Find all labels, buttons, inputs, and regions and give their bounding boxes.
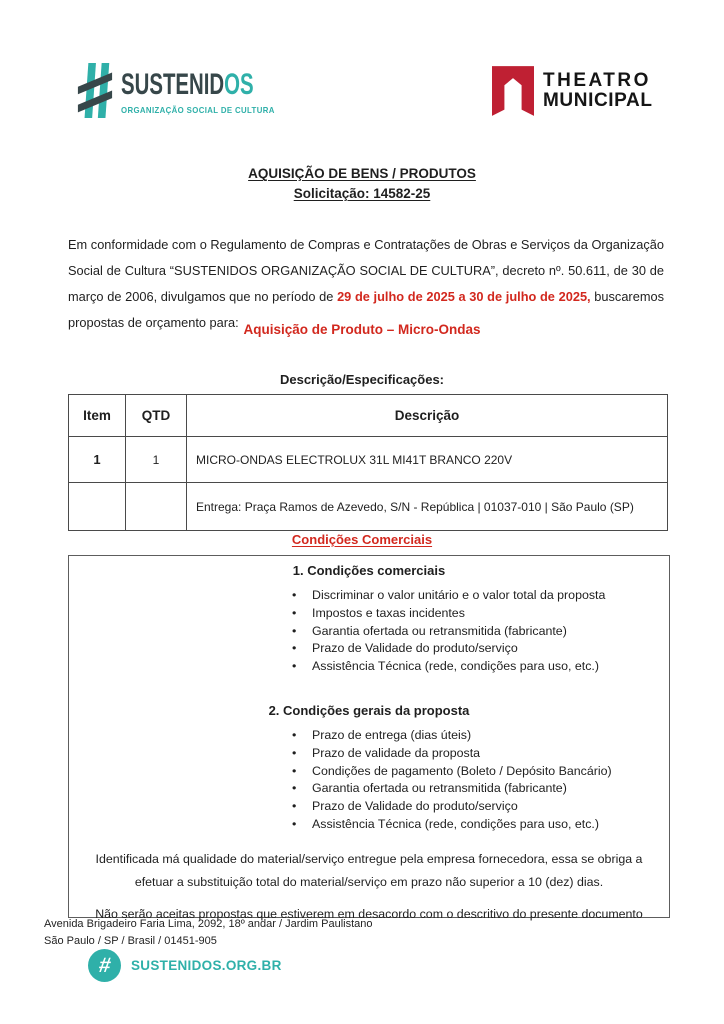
rejection-note: Não serão aceitas propostas que estiverem em desacordo com o descritivo do presente documento bbox=[95, 906, 643, 921]
intro-paragraph bbox=[68, 232, 664, 336]
footer-address-line2: São Paulo / SP / Brasil / 01451-905 bbox=[44, 934, 217, 947]
list-item: • Prazo de Validade do produto/serviço bbox=[287, 640, 669, 658]
list-item: • Prazo de Validade do produto/serviço bbox=[287, 798, 669, 816]
intro-text-part1: Em conformidade com o Regulamento de Compras e Contratações de Obras e Serviços da Organização Social de Cultura “SUSTENIDOS ORGANIZAÇÃO SOCIAL DE CULTURA”, decreto nº. 50.611, de 30 de março de 2006, divulgamos que no período de bbox=[68, 236, 664, 304]
sustenidos-logo bbox=[76, 59, 316, 122]
cell-descricao: MICRO-ONDAS ELECTROLUX 31L MI41T BRANCO 220V bbox=[187, 437, 668, 483]
spec-table bbox=[68, 394, 668, 531]
conditions-heading: Condições Comerciais bbox=[291, 532, 433, 547]
sustenidos-logo-text bbox=[121, 59, 316, 115]
list-item: • Garantia ofertada ou retransmitida (fabricante) bbox=[287, 623, 669, 641]
sustenidos-logo-name bbox=[121, 70, 254, 100]
list-item: • Prazo de validade da proposta bbox=[287, 745, 669, 763]
theatro-logo-text bbox=[543, 71, 653, 111]
cell-item bbox=[69, 483, 126, 531]
list-item: • Garantia ofertada ou retransmitida (fabricante) bbox=[287, 780, 669, 798]
spec-heading: Descrição/Especificações: bbox=[279, 372, 445, 387]
sustenidos-name-teal: OS bbox=[224, 68, 254, 101]
conditions-box bbox=[68, 555, 670, 921]
sustenidos-hash-icon bbox=[76, 59, 114, 122]
table-row bbox=[69, 483, 668, 531]
conditions-section1-list bbox=[287, 587, 669, 676]
sustenidos-logo-tagline: ORGANIZAÇÃO SOCIAL DE CULTURA bbox=[121, 105, 275, 115]
intro-date-range: 29 de julho de 2025 a 30 de julho de 2025, bbox=[337, 288, 591, 304]
table-row bbox=[69, 437, 668, 483]
footer-address-line1: Avenida Brigadeiro Faria Lima, 2092, 18º andar / Jardim Paulistano bbox=[44, 918, 373, 930]
cell-descricao: Entrega: Praça Ramos de Azevedo, S/N - República | 01037-010 | São Paulo (SP) bbox=[187, 483, 668, 531]
list-item: • Discriminar o valor unitário e o valor total da proposta bbox=[287, 587, 669, 605]
product-heading: Aquisição de Produto – Micro-Ondas bbox=[243, 322, 481, 337]
list-item: • Impostos e taxas incidentes bbox=[287, 605, 669, 623]
document-title-line2: Solicitação: 14582-25 bbox=[293, 186, 431, 201]
cell-qtd bbox=[126, 483, 187, 531]
sustenidos-name-dark: SUSTENID bbox=[121, 68, 225, 101]
cell-qtd: 1 bbox=[126, 437, 187, 483]
footer-website: SUSTENIDOS.ORG.BR bbox=[131, 958, 282, 973]
theatro-municipal-logo bbox=[492, 66, 653, 116]
footer-brand bbox=[88, 949, 282, 982]
list-item: • Prazo de entrega (dias úteis) bbox=[287, 727, 669, 745]
sustenidos-hash-circle-icon bbox=[88, 949, 121, 982]
spec-table-header-row bbox=[69, 395, 668, 437]
conditions-section2-list bbox=[287, 727, 669, 834]
document-title bbox=[0, 164, 724, 204]
list-item: • Condições de pagamento (Boleto / Depósito Bancário) bbox=[287, 763, 669, 781]
table-header-item: Item bbox=[69, 395, 126, 437]
table-header-qtd: QTD bbox=[126, 395, 187, 437]
hash-glyph: # bbox=[97, 954, 112, 977]
cell-item: 1 bbox=[69, 437, 126, 483]
document-title-line1: AQUISIÇÃO DE BENS / PRODUTOS bbox=[248, 166, 476, 181]
table-header-descricao: Descrição bbox=[187, 395, 668, 437]
conditions-section2-title: 2. Condições gerais da proposta bbox=[268, 702, 470, 718]
conditions-section1-title: 1. Condições comerciais bbox=[292, 563, 446, 578]
list-item: • Assistência Técnica (rede, condições para uso, etc.) bbox=[287, 816, 669, 834]
footer-address bbox=[44, 916, 373, 949]
intro-text-part2: buscaremos propostas de orçamento para: bbox=[68, 288, 664, 330]
theatro-arch-icon bbox=[492, 66, 534, 116]
list-item: • Assistência Técnica (rede, condições para uso, etc.) bbox=[287, 658, 669, 676]
theatro-logo-line1: THEATRO bbox=[543, 70, 651, 91]
theatro-logo-line2: MUNICIPAL bbox=[543, 90, 653, 111]
quality-note: Identificada má qualidade do material/serviço entregue pela empresa fornecedora, essa se obriga a efetuar a substituição total do material/serviço em prazo não superior a 10 (dez) dias. bbox=[95, 851, 643, 889]
